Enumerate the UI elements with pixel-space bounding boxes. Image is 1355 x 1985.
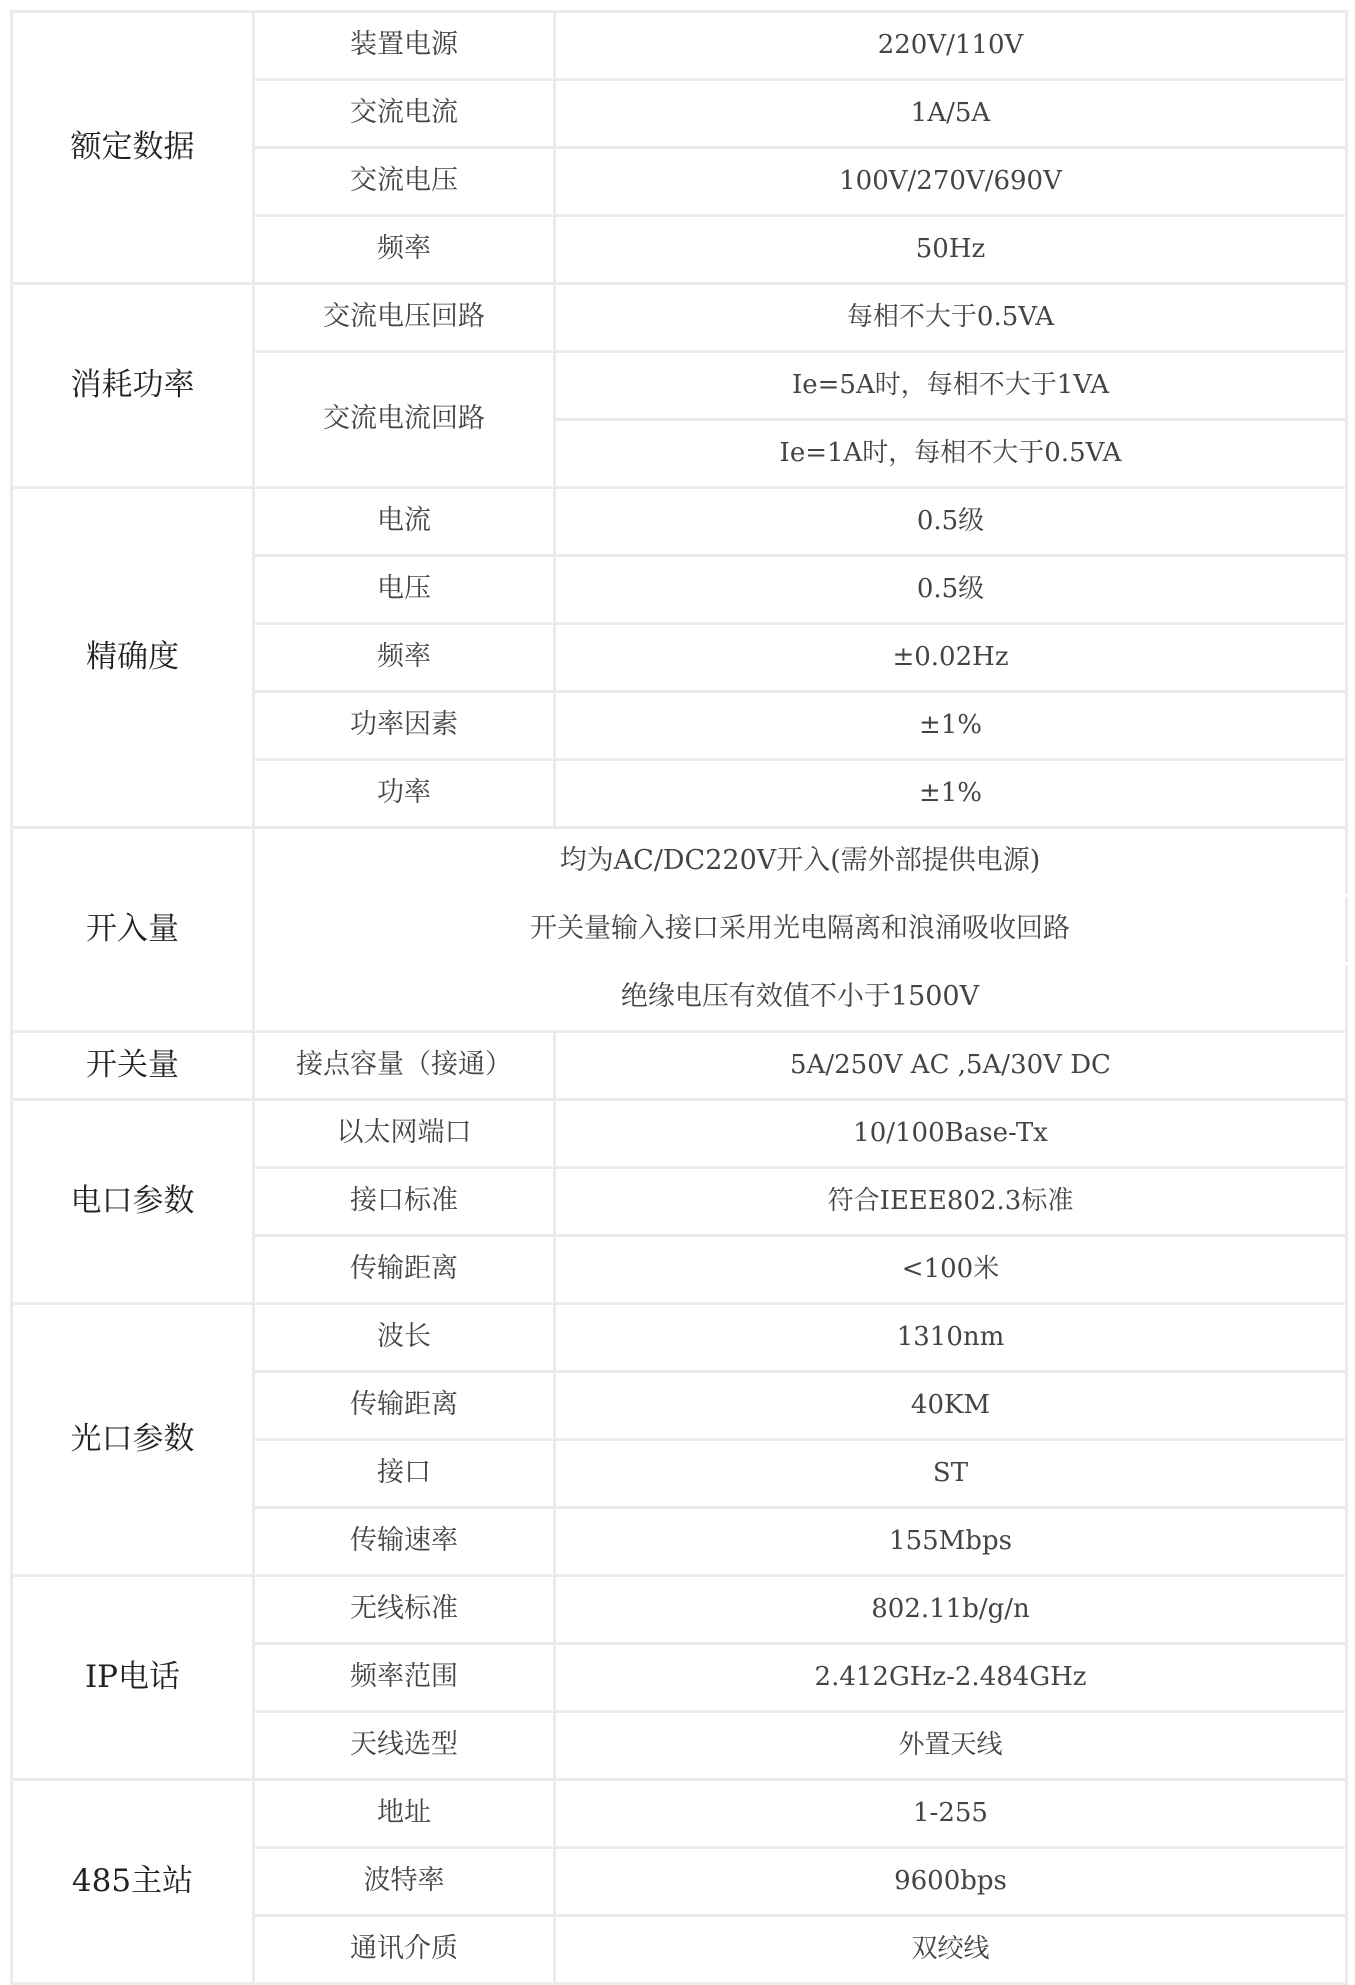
param-value: 155Mbps — [555, 1508, 1347, 1576]
table-row — [12, 1780, 1347, 1848]
param-value: ±0.02Hz — [555, 624, 1347, 692]
table-row — [12, 1304, 1347, 1372]
param-value: 外置天线 — [555, 1712, 1347, 1780]
category-cell: 485主站 — [12, 1780, 254, 1984]
param-name: 传输距离 — [254, 1236, 555, 1304]
param-value: 1-255 — [555, 1780, 1347, 1848]
param-name: 传输速率 — [254, 1508, 555, 1576]
param-value: 0.5级 — [555, 488, 1347, 556]
param-value: 1310nm — [555, 1304, 1347, 1372]
param-value: ST — [555, 1440, 1347, 1508]
category-cell: 消耗功率 — [12, 284, 254, 488]
param-value: 2.412GHz-2.484GHz — [555, 1644, 1347, 1712]
param-value: 50Hz — [555, 216, 1347, 284]
table-row — [12, 1576, 1347, 1644]
param-name: 频率 — [254, 216, 555, 284]
param-name: 交流电压回路 — [254, 284, 555, 352]
param-name: 接点容量（接通） — [254, 1032, 555, 1100]
param-name: 功率因素 — [254, 692, 555, 760]
param-name: 电流 — [254, 488, 555, 556]
param-value: 每相不大于0.5VA — [555, 284, 1347, 352]
param-value: 0.5级 — [555, 556, 1347, 624]
category-cell: 额定数据 — [12, 12, 254, 284]
param-name: 交流电流 — [254, 80, 555, 148]
full-width-line: 绝缘电压有效值不小于1500V — [254, 964, 1347, 1032]
param-value: 符合IEEE802.3标准 — [555, 1168, 1347, 1236]
param-name: 波特率 — [254, 1848, 555, 1916]
category-cell: 开关量 — [12, 1032, 254, 1100]
param-value: 双绞线 — [555, 1916, 1347, 1984]
param-name: 通讯介质 — [254, 1916, 555, 1984]
param-value: 9600bps — [555, 1848, 1347, 1916]
param-name: 电压 — [254, 556, 555, 624]
param-name: 天线选型 — [254, 1712, 555, 1780]
param-value: 10/100Base-Tx — [555, 1100, 1347, 1168]
param-name: 频率 — [254, 624, 555, 692]
param-name: 地址 — [254, 1780, 555, 1848]
category-cell: 开入量 — [12, 828, 254, 1032]
param-value: 100V/270V/690V — [555, 148, 1347, 216]
table-row — [12, 828, 1347, 896]
table-row — [12, 1032, 1347, 1100]
table-row — [12, 1100, 1347, 1168]
param-name: 装置电源 — [254, 12, 555, 80]
param-name: 接口 — [254, 1440, 555, 1508]
spec-table — [10, 10, 1348, 1985]
param-value: 1A/5A — [555, 80, 1347, 148]
param-value: Ie=5A时，每相不大于1VA — [555, 352, 1347, 420]
param-name: 无线标准 — [254, 1576, 555, 1644]
param-value: ±1% — [555, 692, 1347, 760]
param-name: 以太网端口 — [254, 1100, 555, 1168]
param-value: 40KM — [555, 1372, 1347, 1440]
table-row — [12, 284, 1347, 352]
category-cell: 精确度 — [12, 488, 254, 828]
category-cell: 光口参数 — [12, 1304, 254, 1576]
param-value: <100米 — [555, 1236, 1347, 1304]
full-width-line: 开关量输入接口采用光电隔离和浪涌吸收回路 — [254, 896, 1347, 964]
param-name: 功率 — [254, 760, 555, 828]
param-name: 频率范围 — [254, 1644, 555, 1712]
param-name: 交流电压 — [254, 148, 555, 216]
param-value: 5A/250V AC ,5A/30V DC — [555, 1032, 1347, 1100]
full-width-line: 均为AC/DC220V开入(需外部提供电源) — [254, 828, 1347, 896]
param-name: 接口标准 — [254, 1168, 555, 1236]
table-row — [12, 488, 1347, 556]
param-value: ±1% — [555, 760, 1347, 828]
category-cell: 电口参数 — [12, 1100, 254, 1304]
category-cell: IP电话 — [12, 1576, 254, 1780]
param-value: 802.11b/g/n — [555, 1576, 1347, 1644]
param-value: 220V/110V — [555, 12, 1347, 80]
param-name: 交流电流回路 — [254, 352, 555, 488]
param-value: Ie=1A时，每相不大于0.5VA — [555, 420, 1347, 488]
table-row — [12, 12, 1347, 80]
param-name: 传输距离 — [254, 1372, 555, 1440]
param-name: 波长 — [254, 1304, 555, 1372]
